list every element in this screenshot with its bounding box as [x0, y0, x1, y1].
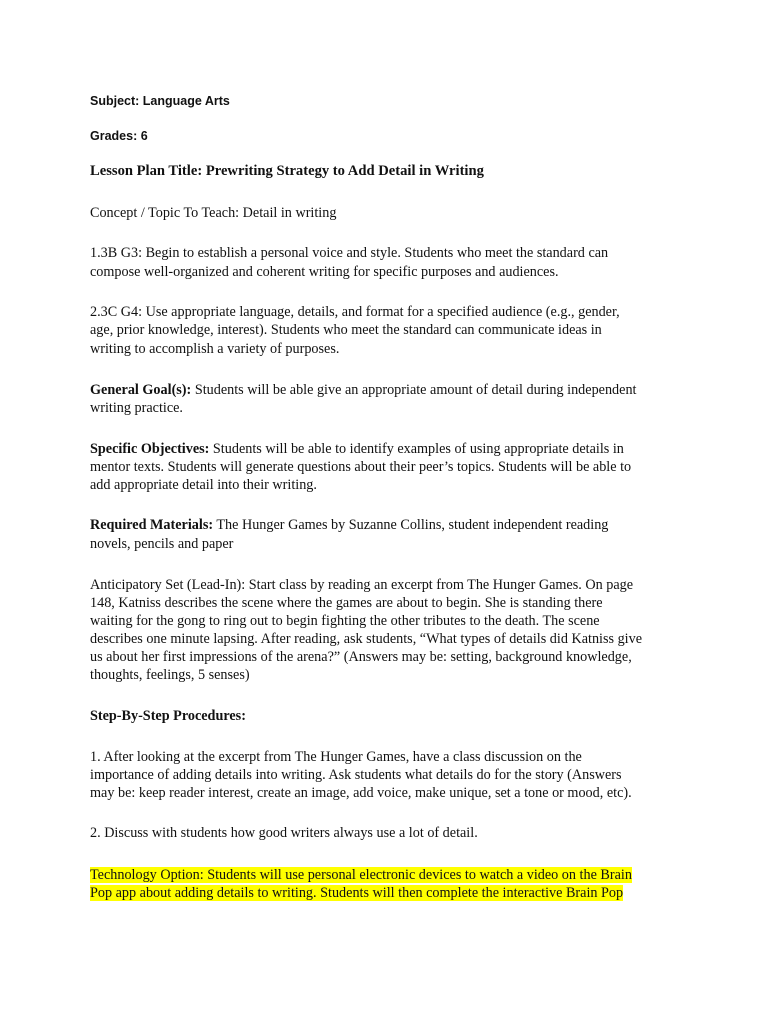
- standard-2-line: writing to accomplish a variety of purposes.: [90, 341, 340, 357]
- specific-objectives-label: Specific Objectives:: [90, 441, 210, 457]
- step-1-line: 1. After looking at the excerpt from The Hunger Games, have a class discussion on the: [90, 749, 582, 765]
- anticipatory-set-line: describes one minute lapsing. After reading, ask students, “What types of details did Katniss give: [90, 631, 643, 647]
- standard-2-line: 2.3C G4: Use appropriate language, details, and format for a specified audience (e.g., gender,: [90, 304, 620, 320]
- anticipatory-set-line: 148, Katniss describes the scene where the games are about to begin. She is standing there: [90, 595, 603, 611]
- required-materials-label: Required Materials:: [90, 517, 214, 533]
- anticipatory-set-line: waiting for the gong to ring out to begin fighting the other tributes to the death. The scene: [90, 613, 600, 629]
- anticipatory-set-line: us about her first impressions of the arena?” (Answers may be: setting, background knowledge,: [90, 649, 632, 665]
- required-materials-text: novels, pencils and paper: [90, 536, 234, 552]
- grades-line: Grades: 6: [90, 129, 148, 143]
- procedures-heading: Step-By-Step Procedures:: [90, 708, 246, 724]
- anticipatory-set-line: Anticipatory Set (Lead-In): Start class by reading an excerpt from The Hunger Games. On page: [90, 577, 634, 593]
- anticipatory-set-line: thoughts, feelings, 5 senses): [90, 667, 250, 683]
- specific-objectives-text: mentor texts. Students will generate questions about their peer’s topics. Students will be able to: [90, 459, 632, 475]
- lesson-plan-title: Lesson Plan Title: Prewriting Strategy to Add Detail in Writing: [90, 163, 484, 179]
- standard-1-line: 1.3B G3: Begin to establish a personal voice and style. Students who meet the standard can: [90, 245, 609, 261]
- general-goal-label: General Goal(s):: [90, 382, 192, 398]
- specific-objectives-text: add appropriate detail into their writing.: [90, 477, 317, 493]
- step-1-line: may be: keep reader interest, create an image, add voice, make unique, set a tone or mood, etc).: [90, 785, 632, 801]
- step-1-line: importance of adding details into writing. Ask students what details do for the story (Answers: [90, 767, 622, 783]
- general-goal-text: writing practice.: [90, 400, 183, 416]
- specific-objectives-text: Students will be able to identify examples of using appropriate details in: [209, 441, 624, 457]
- subject-line: Subject: Language Arts: [90, 94, 230, 108]
- standard-2-line: age, prior knowledge, interest). Students who meet the standard can communicate ideas in: [90, 322, 602, 338]
- technology-option-line: Technology Option: Students will use personal electronic devices to watch a video on the Brain: [90, 867, 632, 883]
- general-goal-text: Students will be able give an appropriate amount of detail during independent: [191, 382, 637, 398]
- required-materials-text: The Hunger Games by Suzanne Collins, student independent reading: [213, 517, 609, 533]
- standard-1-line: compose well-organized and coherent writing for specific purposes and audiences.: [90, 264, 559, 280]
- technology-option-line: Pop app about adding details to writing. Students will then complete the interactive Brain Pop: [90, 885, 624, 901]
- concept-line: Concept / Topic To Teach: Detail in writing: [90, 205, 337, 221]
- step-2-line: 2. Discuss with students how good writers always use a lot of detail.: [90, 825, 478, 841]
